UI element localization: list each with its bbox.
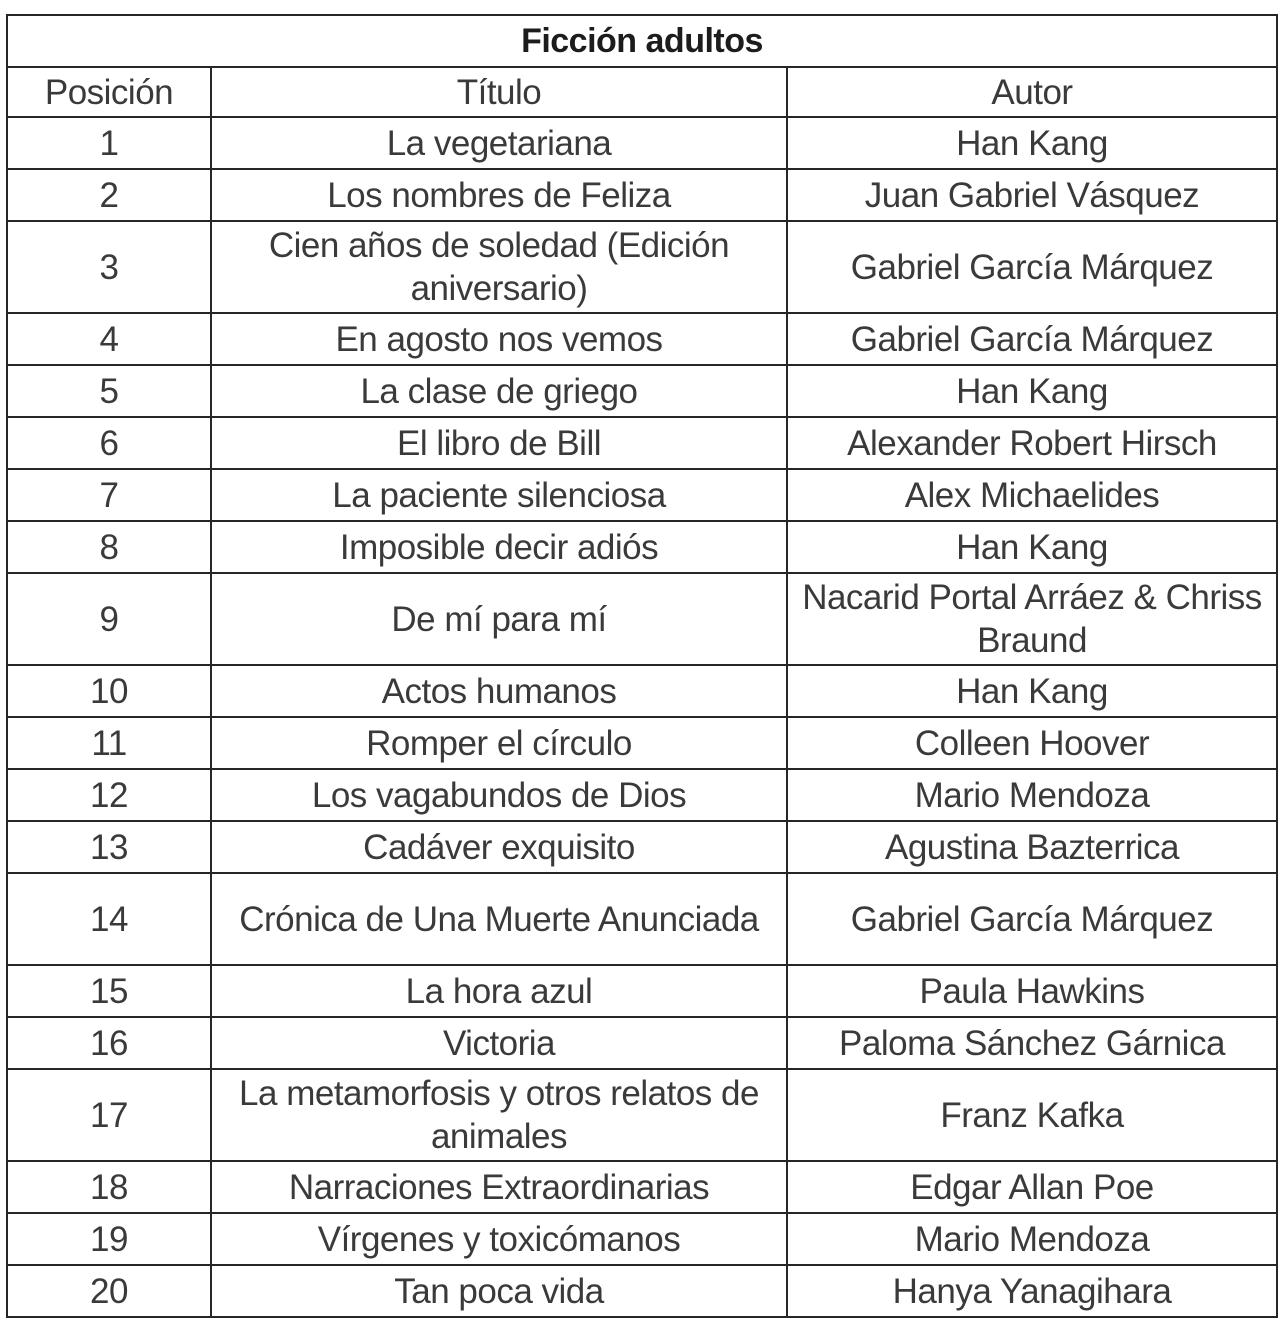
author-cell: Gabriel García Márquez bbox=[787, 313, 1277, 365]
title-cell: Tan poca vida bbox=[211, 1265, 787, 1317]
table-title: Ficción adultos bbox=[7, 15, 1277, 67]
title-cell: Romper el círculo bbox=[211, 717, 787, 769]
title-cell: Narraciones Extraordinarias bbox=[211, 1161, 787, 1213]
author-cell: Colleen Hoover bbox=[787, 717, 1277, 769]
author-cell: Agustina Bazterrica bbox=[787, 821, 1277, 873]
table-row bbox=[7, 1017, 1277, 1069]
author-cell: Hanya Yanagihara bbox=[787, 1265, 1277, 1317]
table-row bbox=[7, 417, 1277, 469]
title-cell: La clase de griego bbox=[211, 365, 787, 417]
column-header-author: Autor bbox=[787, 67, 1277, 117]
author-cell: Han Kang bbox=[787, 665, 1277, 717]
table-row bbox=[7, 313, 1277, 365]
title-cell: Actos humanos bbox=[211, 665, 787, 717]
position-cell: 1 bbox=[7, 117, 211, 169]
title-cell: De mí para mí bbox=[211, 573, 787, 665]
title-cell: Crónica de Una Muerte Anunciada bbox=[211, 873, 787, 965]
title-cell: Victoria bbox=[211, 1017, 787, 1069]
table-row bbox=[7, 1265, 1277, 1317]
position-cell: 7 bbox=[7, 469, 211, 521]
author-cell: Alexander Robert Hirsch bbox=[787, 417, 1277, 469]
table-title-row bbox=[7, 15, 1277, 67]
author-cell: Paula Hawkins bbox=[787, 965, 1277, 1017]
title-cell: En agosto nos vemos bbox=[211, 313, 787, 365]
title-cell: Imposible decir adiós bbox=[211, 521, 787, 573]
table-row bbox=[7, 521, 1277, 573]
table-row bbox=[7, 117, 1277, 169]
title-cell: El libro de Bill bbox=[211, 417, 787, 469]
table-row bbox=[7, 1069, 1277, 1161]
table-row bbox=[7, 821, 1277, 873]
title-cell: La paciente silenciosa bbox=[211, 469, 787, 521]
author-cell: Han Kang bbox=[787, 117, 1277, 169]
table-row bbox=[7, 717, 1277, 769]
author-cell: Alex Michaelides bbox=[787, 469, 1277, 521]
position-cell: 19 bbox=[7, 1213, 211, 1265]
position-cell: 10 bbox=[7, 665, 211, 717]
table-row bbox=[7, 1213, 1277, 1265]
position-cell: 6 bbox=[7, 417, 211, 469]
author-cell: Nacarid Portal Arráez & Chriss Braund bbox=[787, 573, 1277, 665]
position-cell: 8 bbox=[7, 521, 211, 573]
table-header-row bbox=[7, 67, 1277, 117]
position-cell: 4 bbox=[7, 313, 211, 365]
column-header-position: Posición bbox=[7, 67, 211, 117]
position-cell: 13 bbox=[7, 821, 211, 873]
author-cell: Franz Kafka bbox=[787, 1069, 1277, 1161]
table-row bbox=[7, 965, 1277, 1017]
position-cell: 20 bbox=[7, 1265, 211, 1317]
position-cell: 2 bbox=[7, 169, 211, 221]
position-cell: 15 bbox=[7, 965, 211, 1017]
author-cell: Gabriel García Márquez bbox=[787, 873, 1277, 965]
title-cell: La vegetariana bbox=[211, 117, 787, 169]
position-cell: 9 bbox=[7, 573, 211, 665]
position-cell: 14 bbox=[7, 873, 211, 965]
author-cell: Mario Mendoza bbox=[787, 1213, 1277, 1265]
table-row bbox=[7, 873, 1277, 965]
position-cell: 17 bbox=[7, 1069, 211, 1161]
title-cell: Cien años de soledad (Edición aniversario) bbox=[211, 221, 787, 313]
position-cell: 11 bbox=[7, 717, 211, 769]
author-cell: Han Kang bbox=[787, 365, 1277, 417]
table-row bbox=[7, 665, 1277, 717]
title-cell: La metamorfosis y otros relatos de animales bbox=[211, 1069, 787, 1161]
author-cell: Paloma Sánchez Gárnica bbox=[787, 1017, 1277, 1069]
table-row bbox=[7, 1161, 1277, 1213]
position-cell: 3 bbox=[7, 221, 211, 313]
author-cell: Juan Gabriel Vásquez bbox=[787, 169, 1277, 221]
author-cell: Edgar Allan Poe bbox=[787, 1161, 1277, 1213]
column-header-title: Título bbox=[211, 67, 787, 117]
table-row bbox=[7, 221, 1277, 313]
position-cell: 5 bbox=[7, 365, 211, 417]
author-cell: Han Kang bbox=[787, 521, 1277, 573]
table-row bbox=[7, 469, 1277, 521]
table-row bbox=[7, 769, 1277, 821]
bestseller-table bbox=[6, 14, 1278, 1318]
position-cell: 18 bbox=[7, 1161, 211, 1213]
title-cell: La hora azul bbox=[211, 965, 787, 1017]
table-row bbox=[7, 573, 1277, 665]
title-cell: Cadáver exquisito bbox=[211, 821, 787, 873]
table-row bbox=[7, 169, 1277, 221]
author-cell: Gabriel García Márquez bbox=[787, 221, 1277, 313]
position-cell: 16 bbox=[7, 1017, 211, 1069]
table-row bbox=[7, 365, 1277, 417]
position-cell: 12 bbox=[7, 769, 211, 821]
title-cell: Vírgenes y toxicómanos bbox=[211, 1213, 787, 1265]
author-cell: Mario Mendoza bbox=[787, 769, 1277, 821]
title-cell: Los vagabundos de Dios bbox=[211, 769, 787, 821]
title-cell: Los nombres de Feliza bbox=[211, 169, 787, 221]
